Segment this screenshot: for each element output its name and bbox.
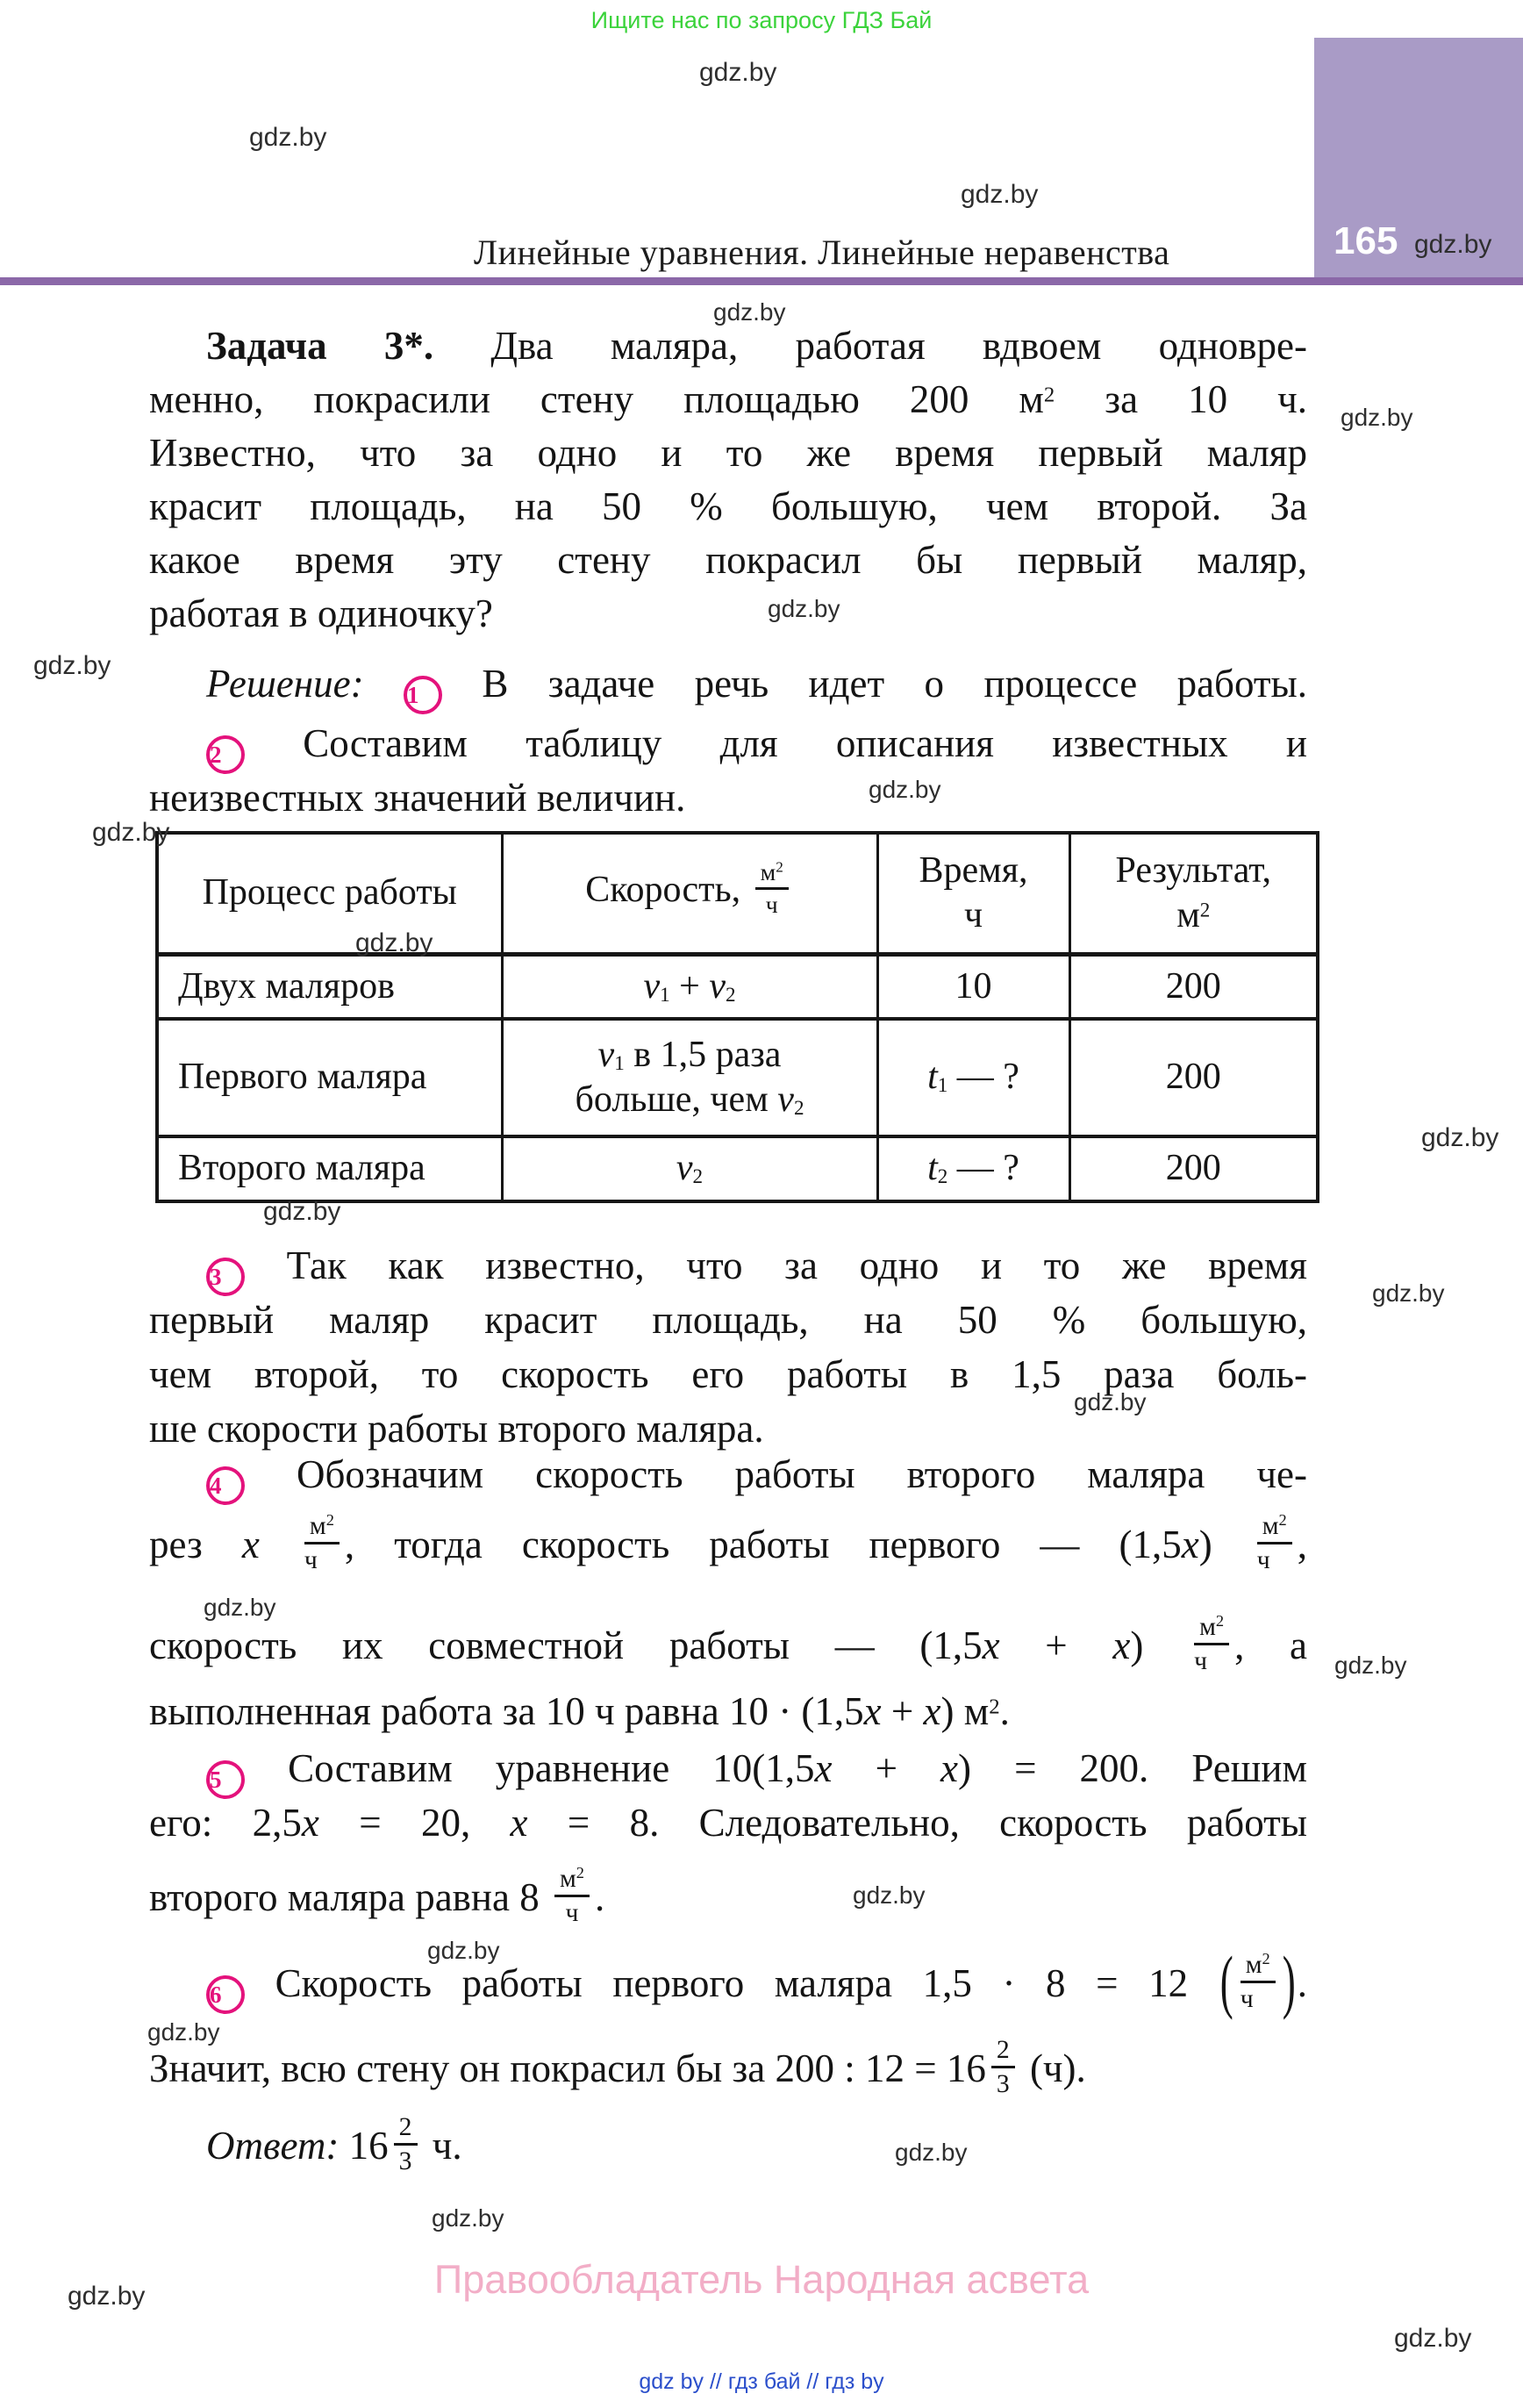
table-row [157,1136,1318,1201]
gdz-watermark: gdz.by [204,1594,276,1621]
text-line: 3 Так как известно, что за одно и то же время [149,1239,1307,1296]
gdz-watermark: gdz.by [33,651,111,680]
fraction: $\frac{м^2}{ч}$ [1257,1512,1292,1574]
cell-process: Двух маляров [157,954,502,1019]
footer-link[interactable]: гдз бай [727,2369,801,2394]
gdz-watermark: gdz.by [1394,2324,1472,2353]
gdz-watermark: gdz.by [961,180,1039,209]
gdz-watermark: gdz.by [355,928,433,957]
text-line: Известно, что за одно и то же время первый маляр [149,431,1307,475]
big-paren: ( [1219,1941,1233,2021]
text-line: неизвестных значений величин. [149,776,686,820]
text-line: скорость их совместной работы — (1,5x + x) $\frac{м^2}{ч}$ , а [149,1611,1307,1676]
cell-result: 200 [1069,1136,1318,1201]
text-line: 4 Обозначим скорость работы второго маляра че- [149,1448,1307,1505]
text-line: Значит, всю стену он покрасил бы за 200 : 12 = 16 $\frac{2}{3}$ (ч). [149,2036,1086,2099]
cell-speed: $v_2$ [502,1136,877,1201]
cell-time: $t_1$ — ? [877,1019,1069,1136]
page-number: 165 [1334,219,1398,262]
text-line: Решение: 1 В задаче речь идет о процессе работы. [149,657,1307,714]
step-circle-2: 2 [206,735,245,774]
table-header-row [157,833,1318,954]
text-line: работая в одиночку? [149,591,493,635]
step-circle-5: 5 [206,1760,245,1799]
big-paren: ) [1282,1941,1296,2021]
cell-time: 10 [877,954,1069,1019]
gdz-watermark: gdz.by [1421,1123,1499,1152]
col-header-result: Результат, $м^2$ [1069,833,1318,954]
footer-link[interactable]: гдз by [825,2369,884,2394]
fraction: $\frac{м^2}{ч}$ [1194,1613,1229,1675]
fraction: $\frac{2}{3}$ [991,2036,1015,2098]
table-row [157,1019,1318,1136]
gdz-watermark: gdz.by [1341,404,1413,431]
gdz-watermark: gdz.by [68,2282,146,2311]
cell-process: Второго маляра [157,1136,502,1201]
gdz-watermark: gdz.by [699,58,777,87]
footer-link[interactable]: gdz by [639,2369,704,2394]
text-line: первый маляр красит площадь, на 50 % большую, [149,1298,1307,1342]
col-header-speed: Скорость, $\frac{м^2}{ч}$ [502,833,877,954]
text-line: 2 Составим таблицу для описания известных и [149,717,1307,774]
cell-speed: $v_1$ в 1,5 раза больше, чем $v_2$ [502,1019,877,1136]
footer-links: gdz by // гдз бай // гдз by [639,2369,884,2394]
cell-time: $t_2$ — ? [877,1136,1069,1201]
gdz-watermark: gdz.by [1334,1652,1407,1679]
table-row [157,954,1318,1019]
gdz-watermark: gdz.by [1414,230,1492,259]
step-circle-3: 3 [206,1258,245,1296]
gdz-watermark: gdz.by [147,2018,220,2046]
text-line: Ответ: 16 $\frac{2}{3}$ ч. [206,2113,462,2176]
step-circle-4: 4 [206,1466,245,1505]
text-line: его: 2,5x = 20, x = 8. Следовательно, скорость работы [149,1801,1307,1845]
text-line: менно, покрасили стену площадью 200 $м^2$ за 10 ч. [149,377,1307,421]
fraction: $\frac{2}{3}$ [394,2113,418,2175]
fraction: $\frac{м^2}{ч}$ [554,1865,590,1927]
gdz-watermark: gdz.by [895,2139,968,2166]
text-line: 6 Скорость работы первого маляра 1,5 · 8 = 12 ( $\frac{м^2}{ч}$ ). [149,1956,1307,2018]
text-line: рез x $\frac{м^2}{ч}$ , тогда скорость работы первого — (1,5x) $\frac{м^2}{ч}$ , [149,1510,1307,1575]
text-line: какое время эту стену покрасил бы первый маляр, [149,538,1307,582]
gdz-watermark: gdz.by [713,298,786,326]
step-circle-6: 6 [206,1975,245,2014]
gdz-watermark: gdz.by [1372,1279,1445,1307]
text-line: второго маляра равна 8 $\frac{м^2}{ч}$ . [149,1863,605,1928]
gdz-watermark: gdz.by [427,1937,500,1964]
cell-result: 200 [1069,954,1318,1019]
cell-process: Первого маляра [157,1019,502,1136]
text-line: 5 Составим уравнение 10(1,5x + x) = 200. Решим [149,1742,1307,1799]
running-header-title: Линейные уравнения. Линейные неравенства [474,233,1170,272]
text-line: выполненная работа за 10 ч равна 10 · (1,5x + x) $м^2$. [149,1689,1010,1733]
col-header-time: Время, ч [877,833,1069,954]
gdz-watermark: gdz.by [92,818,170,847]
header-rule [0,277,1523,285]
cell-speed: $v_1 + v_2$ [502,954,877,1019]
gdz-watermark: gdz.by [768,595,840,622]
gdz-watermark: gdz.by [249,123,327,152]
fraction: $\frac{м^2}{ч}$ [755,859,789,918]
gdz-watermark: gdz.by [263,1197,341,1226]
gdz-watermark: gdz.by [432,2204,504,2232]
quantities-table [155,831,1319,1203]
fraction: $\frac{м^2}{ч}$ [304,1512,340,1574]
top-banner: Ищите нас по запросу ГДЗ Бай [590,7,933,33]
copyright-footer: Правообладатель Народная асвета [433,2257,1090,2302]
gdz-watermark: gdz.by [853,1881,926,1909]
cell-result: 200 [1069,1019,1318,1136]
text-line: ше скорости работы второго маляра. [149,1407,764,1451]
text-line: красит площадь, на 50 % большую, чем второй. За [149,484,1307,528]
gdz-watermark: gdz.by [869,776,941,803]
gdz-watermark: gdz.by [1074,1388,1147,1415]
step-circle-1: 1 [404,676,442,714]
fraction: $\frac{м^2}{ч}$ [1241,1951,1276,2013]
text-line: чем второй, то скорость его работы в 1,5 раза боль- [149,1352,1307,1396]
text-line: Задача 3*. Два маляра, работая вдвоем одновре- [206,324,1307,368]
col-header-process: Процесс работы [157,833,502,954]
